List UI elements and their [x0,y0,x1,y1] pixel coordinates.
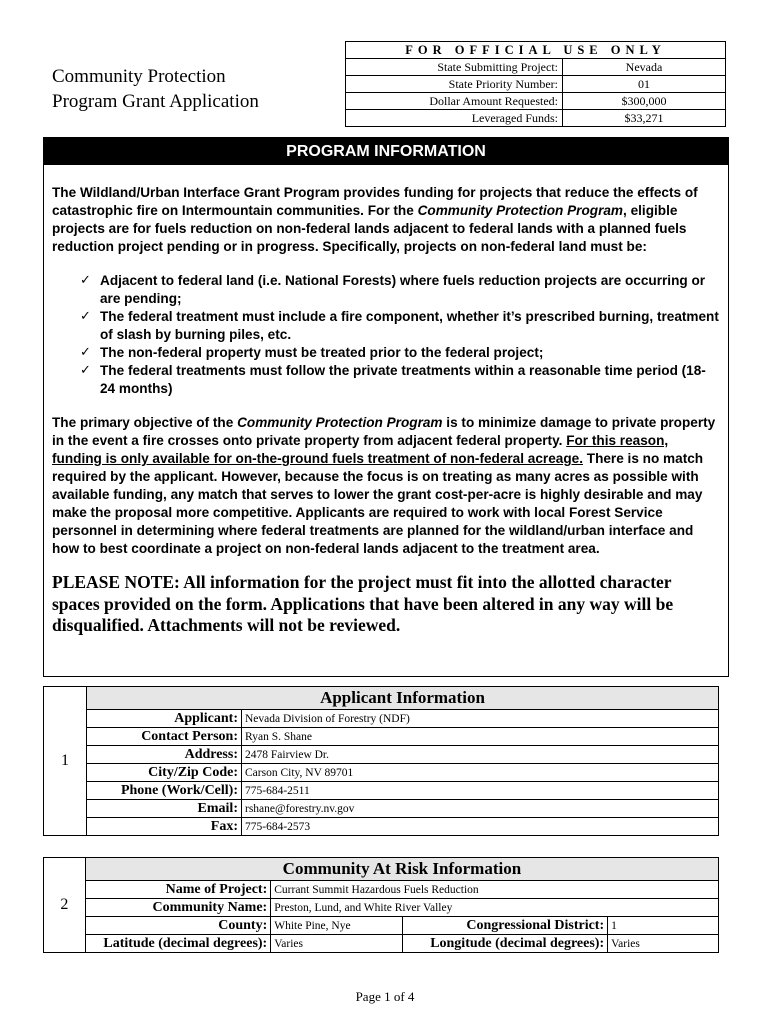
table-row [44,800,719,818]
address-label: Address: [87,746,242,764]
checkmark-icon: ✓ [80,309,91,324]
table-row [44,728,719,746]
applicant-label: Applicant: [87,710,242,728]
project-name-label: Name of Project: [85,881,270,899]
address-field[interactable]: 2478 Fairview Dr. [242,746,719,764]
latitude-field[interactable]: Varies [271,935,403,953]
congressional-district-label: Congressional District: [403,917,608,935]
official-row [346,110,726,127]
project-name-field[interactable]: Currant Summit Hazardous Fuels Reduction [271,881,719,899]
community-name-field[interactable]: Preston, Lund, and White River Valley [271,899,719,917]
section-heading: Applicant Information [87,687,719,710]
intro-text-a: The Wildland/Urban Interface Grant Program provides funding for projects that reduce the effects of catastrophic fire on Intermountain communities. For the [52,185,698,218]
page-number: Page 1 of 4 [355,989,415,1004]
intro-program-name: Community Protection Program [417,203,624,218]
county-label: County: [85,917,270,935]
objective-text-c: There is no match required by the applicant. However, because the focus is on treating as many acres as possible with available funding, any match that serves to lower the grant cost-per-acre is highly desirable and may make the proposal more competitive. Applicants are required to work with local Forest Service personnel in determining where federal treatments are planned for the wildland/urban interface and how to best coordinate a project on non-federal lands adjacent to the treatment area. [52,451,704,556]
leveraged-funds-value[interactable]: $33,271 [563,110,726,127]
leveraged-funds-label: Leveraged Funds: [346,110,563,127]
contact-person-field[interactable]: Ryan S. Shane [242,728,719,746]
congressional-district-field[interactable]: 1 [608,917,719,935]
email-label: Email: [87,800,242,818]
please-note: PLEASE NOTE: All information for the project must fit into the allotted character spaces provided on the form. Applications that have been altered in any way will be disqualified. Attachments will not be reviewed. [52,572,674,635]
official-row [346,59,726,76]
table-row [44,782,719,800]
bullet-text: Adjacent to federal land (i.e. National Forests) where fuels reduction projects are occurring or are pending; [100,273,706,306]
state-priority-label: State Priority Number: [346,76,563,93]
table-row [44,764,719,782]
applicant-information-table [43,686,719,836]
table-row [44,899,719,917]
state-submitting-value[interactable]: Nevada [563,59,726,76]
official-use-heading: FOR OFFICIAL USE ONLY [346,42,726,59]
program-intro-paragraph [52,184,720,256]
contact-person-label: Contact Person: [87,728,242,746]
table-row [44,710,719,728]
bullet-text: The non-federal property must be treated prior to the federal project; [100,345,544,360]
objective-text-a: The primary objective of the [52,415,238,430]
longitude-label: Longitude (decimal degrees): [403,935,608,953]
table-row [44,746,719,764]
title-line-1: Community Protection [52,66,226,87]
fax-field[interactable]: 775-684-2573 [242,818,719,836]
longitude-field[interactable]: Varies [608,935,719,953]
email-field[interactable]: rshane@forestry.nv.gov [242,800,719,818]
phone-label: Phone (Work/Cell): [87,782,242,800]
objective-text-b: is to minimize damage to private property in the event a fire crosses onto private property from adjacent federal property. [52,415,716,448]
dollar-amount-label: Dollar Amount Requested: [346,93,563,110]
table-row [44,818,719,836]
title-line-2: Program Grant Application [52,91,259,112]
document-title [52,64,259,114]
checkmark-icon: ✓ [80,273,91,288]
objective-program-name: Community Protection Program [237,415,443,430]
county-field[interactable]: White Pine, Nye [271,917,403,935]
objective-underlined-text: For this reason, funding is only available for on-the-ground fuels treatment of non-federal acreage. [52,433,669,466]
program-objective-paragraph [52,414,720,558]
program-information-box [43,137,729,677]
eligibility-list [52,272,720,398]
table-row [44,881,719,899]
list-item [80,308,720,344]
bullet-text: The federal treatments must follow the private treatments within a reasonable time period (18-24 months) [100,363,706,396]
checkmark-icon: ✓ [80,345,91,360]
official-use-table [345,41,726,127]
city-zip-label: City/Zip Code: [87,764,242,782]
city-zip-field[interactable]: Carson City, NV 89701 [242,764,719,782]
list-item [80,272,720,308]
intro-text-b: , eligible projects are for fuels reduction on non-federal lands adjacent to federal lands with a planned fuels reduction project pending or in progress. Specifically, projects on non-federal land must be: [52,203,687,254]
state-priority-value[interactable]: 01 [563,76,726,93]
applicant-field[interactable]: Nevada Division of Forestry (NDF) [242,710,719,728]
state-submitting-label: State Submitting Project: [346,59,563,76]
table-row [44,917,719,935]
community-name-label: Community Name: [85,899,270,917]
phone-field[interactable]: 775-684-2511 [242,782,719,800]
fax-label: Fax: [87,818,242,836]
program-information-bar: PROGRAM INFORMATION [44,138,728,165]
list-item [80,344,720,362]
official-row [346,76,726,93]
program-body [44,184,728,637]
checkmark-icon: ✓ [80,363,91,378]
dollar-amount-value[interactable]: $300,000 [563,93,726,110]
community-at-risk-table [43,857,719,953]
official-row [346,93,726,110]
section-heading: Community At Risk Information [85,858,718,881]
bullet-text: The federal treatment must include a fire component, whether it’s prescribed burning, treatment of slash by burning piles, etc. [100,309,719,342]
list-item [80,362,720,398]
section-number: 2 [44,858,86,953]
latitude-label: Latitude (decimal degrees): [85,935,270,953]
table-row [44,935,719,953]
section-number: 1 [44,687,87,836]
